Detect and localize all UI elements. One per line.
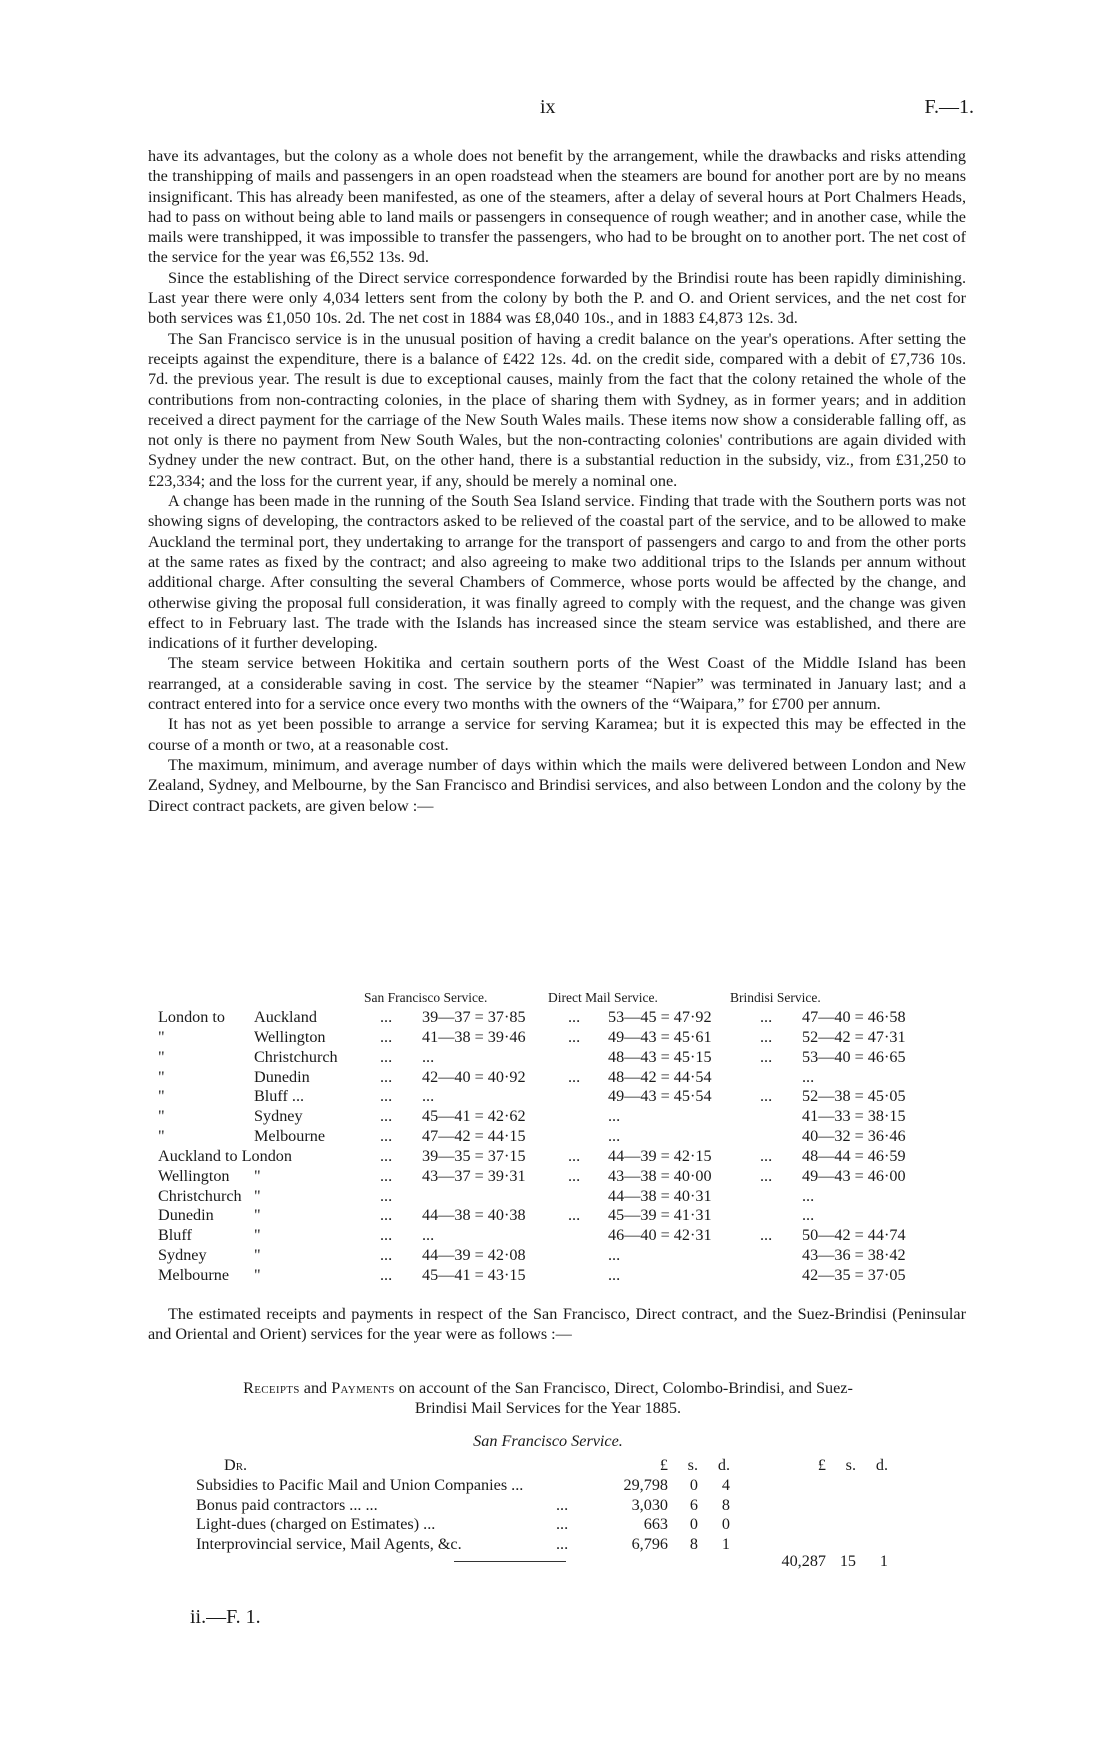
header-brindisi: Brindisi Service. [730, 990, 821, 1005]
col-total-shillings: s. [845, 1456, 856, 1474]
leader: ... [568, 1206, 581, 1225]
pence: 0 [721, 1515, 730, 1534]
table-row [148, 1107, 968, 1127]
brindisi-days: ... [802, 1186, 815, 1205]
origin: Dunedin [158, 1206, 214, 1225]
table-row [148, 1087, 968, 1107]
destination: " [254, 1246, 261, 1265]
leader: ... [380, 1087, 393, 1106]
origin: Melbourne [158, 1265, 230, 1284]
brindisi-days: 47—40 = 46·58 [802, 1008, 906, 1026]
destination: " [254, 1206, 261, 1225]
brindisi-days: 43—36 = 38·42 [802, 1246, 906, 1265]
brindisi-days: 42—35 = 37·05 [802, 1265, 906, 1284]
pounds: 3,030 [631, 1495, 668, 1514]
destination: Melbourne [254, 1127, 326, 1146]
total-pence: 1 [879, 1552, 888, 1570]
shillings: 0 [689, 1515, 698, 1534]
leader: ... [568, 1008, 581, 1026]
title-receipts: Receipts [243, 1379, 300, 1397]
direct-days: 48—43 = 45·15 [608, 1047, 712, 1066]
destination: Dunedin [254, 1067, 310, 1086]
origin: " [158, 1127, 165, 1146]
item-label: Bonus paid contractors ... ... [196, 1495, 378, 1514]
san-francisco-days: 42—40 = 40·92 [422, 1067, 526, 1086]
origin: Bluff [158, 1226, 192, 1245]
account-header-row [196, 1456, 936, 1476]
leader: ... [760, 1226, 773, 1245]
leader: ... [568, 1067, 581, 1086]
col-pounds: £ [659, 1456, 668, 1474]
origin: " [158, 1047, 165, 1066]
table-body [148, 1008, 968, 1286]
san-francisco-days: 39—37 = 37·85 [422, 1008, 526, 1026]
table-row [148, 1008, 968, 1028]
san-francisco-days: 45—41 = 43·15 [422, 1265, 526, 1284]
page-number: ix [540, 96, 556, 118]
san-francisco-subtitle: San Francisco Service. [473, 1432, 623, 1450]
direct-days: 49—43 = 45·54 [608, 1087, 712, 1106]
paragraph-4: A change has been made in the running of the South Sea Island service. Finding that trade with the Southern ports was not showing signs of developing, the contractors asked to be relieved of the coastal part of the service, and to be allowed to make Auckland the terminal port, they undertaking to arrange for the transport of passengers and cargo to and from the other ports at the same rates as fixed by the contract; and also agreeing to make two additional trips to the Islands per annum without additional charge. After consulting the several Chambers of Commerce, whose ports would be affected by the change, and otherwise giving the proposal full consideration, it was finally agreed to comply with the request, and the change was given effect to in February last. The trade with the Islands has increased since the steam service was established, and there are indications of it further developing. [148, 492, 966, 653]
body-text [148, 146, 966, 816]
table-row [148, 1167, 968, 1187]
account-rows [196, 1476, 936, 1555]
leader: ... [568, 1166, 581, 1185]
table-row [148, 1206, 968, 1226]
page-header [0, 96, 1114, 126]
paragraph-5: The steam service between Hokitika and certain southern ports of the West Coast of the Middle Island has been rearranged, at a considerable saving in cost. The service by the steamer “Napier” was terminated in January last; and a contract entered into for a service once every two months with the owners of the “Waipara,” for £700 per annum. [148, 654, 966, 714]
destination: Christchurch [254, 1047, 338, 1066]
item-label: Subsidies to Pacific Mail and Union Companies ... [196, 1475, 524, 1494]
shillings: 8 [689, 1535, 698, 1554]
table-header [148, 986, 968, 1008]
title-and: and [303, 1379, 328, 1397]
direct-days: ... [608, 1265, 621, 1284]
brindisi-days: ... [802, 1067, 815, 1086]
leader: ... [380, 1107, 393, 1126]
table-row [148, 1048, 968, 1068]
paragraph-7: The maximum, minimum, and average number of days within which the mails were delivered between London and New Zealand, Sydney, and Melbourne, by the San Francisco and Brindisi services, and also between London and the colony by the Direct contract packets, are given below :— [148, 755, 966, 815]
destination: " [254, 1166, 261, 1185]
table-row [148, 1147, 968, 1167]
pence: 4 [721, 1475, 730, 1494]
destination: " [254, 1226, 261, 1245]
leader: ... [760, 1047, 773, 1066]
leader: ... [760, 1146, 773, 1165]
origin: Sydney [158, 1246, 207, 1265]
destination: " [254, 1265, 261, 1284]
pounds: 663 [643, 1515, 668, 1534]
account-row [196, 1476, 936, 1496]
brindisi-days: 49—43 = 46·00 [802, 1166, 906, 1185]
receipts-payments-title [118, 1378, 978, 1419]
origin: Wellington [158, 1166, 230, 1185]
destination: Bluff ... [254, 1087, 305, 1106]
brindisi-days: 41—33 = 38·15 [802, 1107, 906, 1126]
san-francisco-days: ... [422, 1087, 435, 1106]
direct-days: 43—38 = 40·00 [608, 1166, 712, 1185]
item-label: Interprovincial service, Mail Agents, &c. [196, 1535, 462, 1554]
leader: ... [380, 1226, 393, 1245]
san-francisco-days: 44—39 = 42·08 [422, 1246, 526, 1265]
col-total-pence: d. [875, 1456, 888, 1474]
leader: ... [568, 1027, 581, 1046]
leader: ... [380, 1027, 393, 1046]
table-row [148, 1028, 968, 1048]
title-line-1 [118, 1378, 978, 1398]
table-row [148, 1226, 968, 1246]
delivery-days-table [148, 986, 968, 1286]
destination: " [254, 1186, 261, 1205]
paragraph-2: Since the establishing of the Direct service correspondence forwarded by the Brindisi route has been rapidly diminishing. Last year there were only 4,034 letters sent from the colony by both the P. and O. and Orient services, and the net cost for both services was £1,050 10s. 2d. The net cost in 1884 was £8,040 10s., and in 1883 £4,873 12s. 3d. [148, 268, 966, 328]
direct-days: 46—40 = 42·31 [608, 1226, 712, 1245]
origin: " [158, 1107, 165, 1126]
san-francisco-days: 44—38 = 40·38 [422, 1206, 526, 1225]
san-francisco-days: 45—41 = 42·62 [422, 1107, 526, 1126]
leader: ... [556, 1495, 569, 1514]
col-total-pounds: £ [817, 1456, 826, 1474]
account-table [196, 1456, 936, 1555]
pence: 1 [721, 1535, 730, 1554]
san-francisco-days: ... [422, 1226, 435, 1245]
destination: Sydney [254, 1107, 303, 1126]
brindisi-days: 53—40 = 46·65 [802, 1047, 906, 1066]
leader: ... [380, 1047, 393, 1066]
header-san-francisco: San Francisco Service. [364, 990, 488, 1005]
direct-days: ... [608, 1107, 621, 1126]
table-row [148, 1068, 968, 1088]
leader: ... [556, 1515, 569, 1534]
leader: ... [760, 1027, 773, 1046]
leader: ... [380, 1206, 393, 1225]
direct-days: 53—45 = 47·92 [608, 1008, 712, 1026]
dr-label: Dr. [224, 1456, 248, 1474]
origin: " [158, 1027, 165, 1046]
san-francisco-days: 39—35 = 37·15 [422, 1146, 526, 1165]
paragraph-6: It has not as yet been possible to arrange a service for serving Karamea; but it is expected this may be effected in the course of a month or two, at a reasonable cost. [148, 715, 966, 754]
brindisi-days: 40—32 = 36·46 [802, 1127, 906, 1146]
total-shillings: 15 [839, 1552, 856, 1570]
origin: Auckland to London [158, 1146, 292, 1165]
brindisi-days: 52—42 = 47·31 [802, 1027, 906, 1046]
table-row [148, 1127, 968, 1147]
leader: ... [380, 1008, 393, 1026]
col-shillings: s. [687, 1456, 698, 1474]
san-francisco-days: ... [422, 1047, 435, 1066]
account-row [196, 1496, 936, 1516]
direct-days: ... [608, 1246, 621, 1265]
shillings: 6 [689, 1495, 698, 1514]
origin: " [158, 1067, 165, 1086]
brindisi-days: 52—38 = 45·05 [802, 1087, 906, 1106]
title-payments: Payments [331, 1379, 395, 1397]
shillings: 0 [689, 1475, 698, 1494]
direct-days: 48—42 = 44·54 [608, 1067, 712, 1086]
brindisi-days: 48—44 = 46·59 [802, 1146, 906, 1165]
signature-mark: ii.—F. 1. [190, 1606, 261, 1628]
brindisi-days: 50—42 = 44·74 [802, 1226, 906, 1245]
leader: ... [380, 1246, 393, 1265]
direct-days: 44—38 = 40·31 [608, 1186, 712, 1205]
table-row [148, 1246, 968, 1266]
paragraph-1: have its advantages, but the colony as a whole does not benefit by the arrangement, while the drawbacks and risks attending the transhipping of mails and passengers in an open roadstead when the steamers are bound for another port are by no means insignificant. This has already been manifested, as one of the steamers, after a delay of several hours at Port Chalmers Heads, had to pass on without being able to land mails or passengers in consequence of rough weather; and in another case, while the mails were transhipped, it was impossible to transfer the passengers, who had to be brought on to another port. The net cost of the service for the year was £6,552 13s. 9d. [148, 147, 966, 267]
account-total-row [196, 1552, 936, 1572]
header-direct-mail: Direct Mail Service. [548, 990, 658, 1005]
origin: Christchurch [158, 1186, 242, 1205]
document-reference: F.—1. [924, 96, 974, 118]
closing-paragraph: The estimated receipts and payments in respect of the San Francisco, Direct contract, and the Suez-Brindisi (Peninsular and Oriental and Orient) services for the year were as follows :— [148, 1305, 966, 1344]
leader: ... [760, 1087, 773, 1106]
san-francisco-days: 41—38 = 39·46 [422, 1027, 526, 1046]
leader: ... [760, 1008, 773, 1026]
leader: ... [380, 1067, 393, 1086]
leader: ... [380, 1166, 393, 1185]
col-pence: d. [717, 1456, 730, 1474]
origin: " [158, 1087, 165, 1106]
san-francisco-days: 43—37 = 39·31 [422, 1166, 526, 1185]
san-francisco-days: 47—42 = 44·15 [422, 1127, 526, 1146]
item-label: Light-dues (charged on Estimates) ... [196, 1515, 436, 1534]
total-pounds: 40,287 [781, 1552, 826, 1570]
account-row [196, 1515, 936, 1535]
direct-days: 45—39 = 41·31 [608, 1206, 712, 1225]
pounds: 6,796 [631, 1535, 668, 1554]
closing-text [148, 1304, 966, 1345]
leader: ... [568, 1146, 581, 1165]
leader: ... [380, 1146, 393, 1165]
title-rest: on account of the San Francisco, Direct, Colombo-Brindisi, and Suez- [398, 1379, 853, 1397]
table-row [148, 1187, 968, 1207]
direct-days: ... [608, 1127, 621, 1146]
direct-days: 44—39 = 42·15 [608, 1146, 712, 1165]
title-line-2: Brindisi Mail Services for the Year 1885. [414, 1399, 682, 1418]
destination: Wellington [254, 1027, 326, 1046]
leader: ... [380, 1186, 393, 1205]
pence: 8 [721, 1495, 730, 1514]
leader: ... [380, 1127, 393, 1146]
direct-days: 49—43 = 45·61 [608, 1027, 712, 1046]
brindisi-days: ... [802, 1206, 815, 1225]
leader: ... [760, 1166, 773, 1185]
origin: London to [158, 1008, 225, 1026]
leader: ... [380, 1265, 393, 1284]
paragraph-3: The San Francisco service is in the unusual position of having a credit balance on the year's operations. After setting the receipts against the expenditure, there is a balance of £422 12s. 4d. on the credit side, compared with a debit of £7,736 10s. 7d. the previous year. The result is due to exceptional causes, mainly from the fact that the colony retained the whole of the contributions from non-contracting colonies, in the place of sharing them with Sydney, as in former years; and in addition received a direct payment for the carriage of the New South Wales mails. These items now show a considerable falling off, as not only is there no payment from New South Wales, but the non-contracting colonies' contributions are again divided with Sydney under the new contract. But, on the other hand, there is a substantial reduction in the subsidy, viz., from £31,250 to £23,334; and the loss for the current year, if any, should be merely a nominal one. [148, 329, 966, 490]
pounds: 29,798 [623, 1475, 668, 1494]
table-row [148, 1266, 968, 1286]
leader: ... [556, 1535, 569, 1554]
destination: Auckland [254, 1008, 317, 1026]
